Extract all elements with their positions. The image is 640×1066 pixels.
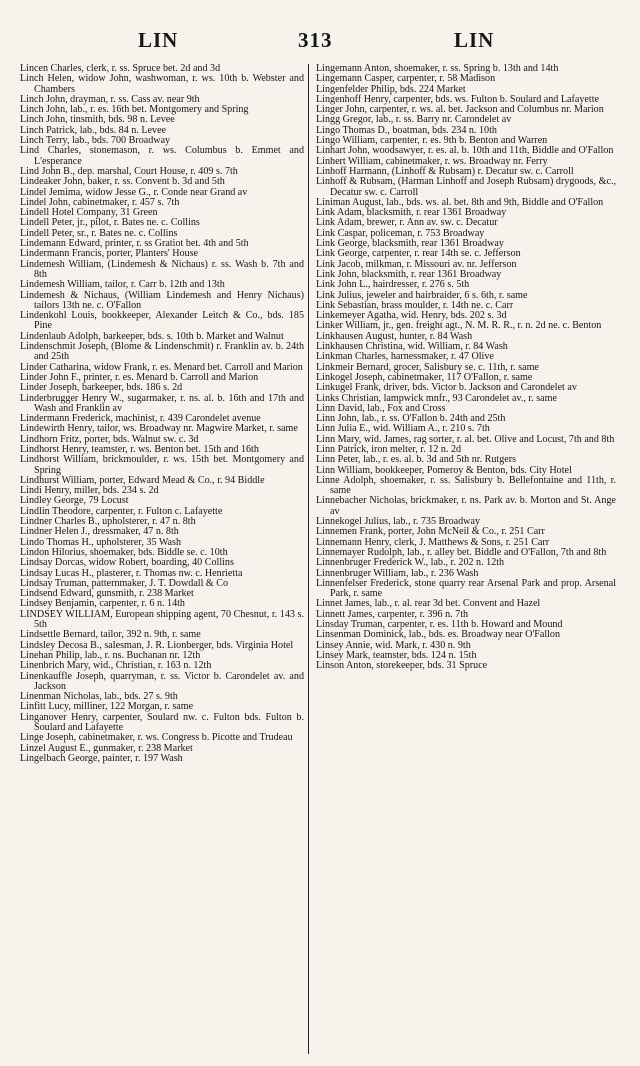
directory-entry: Linkemeyer Agatha, wid. Henry, bds. 202 s. 3d — [316, 310, 507, 322]
directory-entry: Link Sebastian, brass moulder, r. 14th ne. c. Carr — [316, 299, 514, 311]
directory-entry: Linnet James, lab., r. al. rear 3d bet. Convent and Hazel — [316, 598, 541, 610]
directory-entry: Lindhurst William, porter, Edward Mead & Co., r. 94 Biddle — [20, 474, 265, 486]
directory-entry: Linch Terry, lab., bds. 700 Broadway — [20, 135, 171, 147]
directory-entry: Linch Helen, widow John, washwoman, r. ws. 10th b. Webster and Chambers — [20, 73, 304, 95]
directory-entry: Lindell Hotel Company, 31 Green — [20, 207, 158, 219]
directory-entry: Linnenfelser Frederick, stone quarry rear Arsenal Park and prop. Arsenal Park, r. same — [316, 577, 616, 600]
right-column — [316, 64, 616, 1054]
directory-entry: Linehan Philip, lab., r. ns. Buchanan nr. 12th — [20, 649, 201, 661]
directory-entry: Linkugel Frank, driver, bds. Victor b. Jackson and Carondelet av — [316, 382, 577, 394]
directory-entry: Linganover Henry, carpenter, Soulard nw. c. Fulton bds. Fulton b. Soulard and Lafayette — [20, 711, 304, 733]
directory-entry: Lindsay Truman, patternmaker, J. T. Dowdall & Co — [20, 577, 229, 589]
directory-entry: Lindo Thomas H., upholsterer, 35 Wash — [20, 536, 182, 548]
directory-entry: Lindemann Edward, printer, r. ss Gratiot bet. 4th and 5th — [20, 238, 249, 250]
directory-entry: Lingo Thomas D., boatman, bds. 234 n. 10th — [316, 124, 497, 136]
directory-entry: Lindsey Benjamin, carpenter, r. 6 n. 14th — [20, 598, 185, 610]
directory-entry: Linger John, carpenter, r. ws. al. bet. Jackson and Columbus nr. Marion — [316, 104, 604, 116]
directory-entry: Linson Anton, storekeeper, bds. 31 Spruce — [316, 660, 488, 672]
directory-entry: Lindsettle Bernard, tailor, 392 n. 9th, r. same — [20, 629, 201, 641]
directory-entry: Linnebacher Nicholas, brickmaker, r. ns. Park av. b. Morton and St. Ange av — [316, 495, 616, 517]
directory-entry: Linhoff Harmann, (Linhoff & Rubsam) r. Decatur sw. c. Carroll — [316, 165, 574, 177]
directory-entry: Lindeaker John, baker, r. ss. Convent b. 3d and 5th — [20, 176, 225, 188]
directory-entry: Linker William, jr., gen. freight agt., N. M. R. R., r. n. 2d ne. c. Benton — [316, 320, 602, 332]
directory-entry: Liniman August, lab., bds. ws. al. bet. 8th and 9th, Biddle and O'Fallon — [316, 196, 604, 208]
directory-entry: Linkmeir Bernard, grocer, Salisbury se. c. 11th, r. same — [316, 361, 539, 373]
directory-entry: Lindlin Theodore, carpenter, r. Fulton c. Lafayette — [20, 505, 223, 517]
directory-entry: Lindsley Decosa B., salesman, J. R. Lionberger, bds. Virginia Hotel — [20, 639, 294, 651]
directory-entry: Link George, carpenter, r. rear 14th se. c. Jefferson — [316, 248, 521, 260]
directory-entry: Linder John F., printer, r. es. Menard b. Carroll and Marion — [20, 371, 259, 383]
directory-entry: Link George, blacksmith, rear 1361 Broadway — [316, 238, 504, 250]
directory-entry: Linzel August E., gunmaker, r. 238 Market — [20, 742, 193, 754]
directory-entry: Lingg Gregor, lab., r. ss. Barry nr. Carondelet av — [316, 114, 512, 126]
directory-entry: Linn Peter, lab., r. es. al. b. 3d and 5th nr. Rutgers — [316, 454, 517, 466]
directory-entry: Lind Charles, stonemason, r. ws. Columbus b. Emmet and L'esperance — [20, 145, 304, 167]
directory-entry: Linkhausen August, hunter, r. 84 Wash — [316, 330, 473, 342]
directory-entry: Linnenbruger William, lab., r. 236 Wash — [316, 567, 479, 579]
directory-entry: Linhoff & Rubsam, (Harman Linhoff and Joseph Rubsam) drygoods, &c., Decatur sw. c. Carroll — [316, 176, 616, 198]
directory-entry: Lindsay Lucas H., plasterer, r. Thomas nw. c. Henrietta — [20, 567, 243, 579]
directory-entry: Linsday Truman, carpenter, r. es. 11th b. Howard and Mound — [316, 619, 563, 631]
directory-entry: Lindemesh William, tailor, r. Carr b. 12th and 13th — [20, 279, 225, 291]
directory-entry: Linnemayer Rudolph, lab., r. alley bet. Biddle and O'Fallon, 7th and 8th — [316, 546, 607, 558]
directory-entry: LINDSEY WILLIAM, European shipping agent, 70 Chesnut, r. 143 s. 5th — [20, 608, 304, 631]
directory-entry: Lindemesh & Nichaus, (William Lindemesh and Henry Nichaus) tailors 13th ne. c. O'Fallon — [20, 289, 304, 311]
directory-entry: Linfitt Lucy, milliner, 122 Morgan, r. same — [20, 701, 194, 713]
directory-entry: Lindermann Francis, porter, Planters' House — [20, 248, 199, 260]
directory-entry: Link Adam, brewer, r. Ann av. sw. c. Decatur — [316, 217, 498, 229]
directory-entry: Lindner Charles B., upholsterer, r. 47 n. 8th — [20, 516, 196, 528]
directory-entry: Linkhausen Christina, wid. William, r. 84 Wash — [316, 341, 508, 353]
directory-entry: Linn William, bookkeeper, Pomeroy & Benton, bds. City Hotel — [316, 464, 572, 476]
directory-entry: Linch John, tinsmith, bds. 98 n. Levee — [20, 114, 175, 126]
directory-entry: Lingo William, carpenter, r. es. 9th b. Benton and Warren — [316, 135, 548, 147]
directory-entry: Linenkauffle Joseph, quarryman, r. ss. Victor b. Carondelet av. and Jackson — [20, 670, 304, 692]
directory-entry: Lingelbach George, painter, r. 197 Wash — [20, 752, 183, 764]
directory-entry: Lindsay Dorcas, widow Robert, boarding, 40 Collins — [20, 557, 234, 569]
directory-entry: Lindenkohl Louis, bookkeeper, Alexander Leitch & Co., bds. 185 Pine — [20, 310, 304, 332]
directory-entry: Lingemann Casper, carpenter, r. 58 Madison — [316, 73, 496, 85]
header-left-keyword: LIN — [138, 28, 179, 52]
directory-entry: Lindemesh William, (Lindemesh & Nichaus) r. ss. Wash b. 7th and 8th — [20, 258, 304, 280]
directory-entry: Linch John, lab., r. es. 16th bet. Montgomery and Spring — [20, 104, 249, 116]
directory-entry: Linnemann Henry, clerk, J. Matthews & Sons, r. 251 Carr — [316, 536, 550, 548]
directory-entry: Linder Joseph, barkeeper, bds. 186 s. 2d — [20, 382, 183, 394]
directory-entry: Linhert William, cabinetmaker, r. ws. Broadway nr. Ferry — [316, 155, 548, 167]
directory-entry: Lindley George, 79 Locust — [20, 495, 129, 507]
directory-entry: Linnekogel Julius, lab., r. 735 Broadway — [316, 516, 480, 528]
directory-entry: Lindi Henry, miller, bds. 234 s. 2d — [20, 485, 159, 497]
directory-entry: Lindenschmit Joseph, (Blome & Lindenschmit) r. Franklin av. b. 24th and 25th — [20, 341, 304, 363]
directory-entry: Linderbrugger Henry W., sugarmaker, r. ns. al. b. 16th and 17th and Wash and Franklin av — [20, 392, 304, 414]
directory-entry: Lindel John, cabinetmaker, r. 457 s. 7th — [20, 196, 180, 208]
directory-entry: Lindsend Edward, gunsmith, r. 238 Market — [20, 588, 194, 600]
directory-entry: Linne Adolph, shoemaker, r. ss. Salisbury b. Bellefontaine and 11th, r. same — [316, 474, 616, 497]
directory-entry: Link Caspar, policeman, r. 753 Broadway — [316, 227, 485, 239]
directory-entry: Lindel Jemima, widow Jesse G., r. Conde near Grand av — [20, 186, 248, 198]
directory-entry: Link Jacob, milkman, r. Missouri av. nr. Jefferson — [316, 258, 517, 270]
directory-entry: Linder Catharina, widow Frank, r. es. Menard bet. Carroll and Marion — [20, 361, 303, 373]
directory-entry: Linnenbruger Frederick W., lab., r. 202 n. 12th — [316, 557, 505, 569]
page-header — [0, 28, 640, 58]
directory-entry: Lindenlaub Adolph, barkeeper, bds. s. 10th b. Market and Walnut — [20, 330, 284, 342]
directory-entry: Lindermann Frederick, machinist, r. 439 Carondelet avenue — [20, 413, 261, 425]
directory-entry: Linch Patrick, lab., bds. 84 n. Levee — [20, 124, 167, 136]
directory-entry: Lind John B., dep. marshal, Court House, r. 409 s. 7th — [20, 165, 238, 177]
directory-entry: Link Adam, blacksmith, r. rear 1361 Broadway — [316, 207, 507, 219]
directory-entry: Linch John, drayman, r. ss. Cass av. near 9th — [20, 93, 200, 105]
directory-entry: Lindon Hilorius, shoemaker, bds. Biddle se. c. 10th — [20, 546, 228, 558]
directory-entry: Lincen Charles, clerk, r. ss. Spruce bet. 2d and 3d — [20, 64, 221, 74]
directory-entry: Linn John, lab., r. ss. O'Fallon b. 24th and 25th — [316, 413, 506, 425]
directory-entry: Lingemann Anton, shoemaker, r. ss. Spring b. 13th and 14th — [316, 64, 559, 74]
directory-entry: Lindner Helen J., dressmaker, 47 n. 8th — [20, 526, 179, 538]
directory-entry: Linsey Mark, teamster, bds. 124 n. 15th — [316, 649, 477, 661]
header-right-keyword: LIN — [454, 28, 495, 52]
directory-entry: Linkogel Joseph, cabinetmaker, 117 O'Fallon, r. same — [316, 371, 533, 383]
directory-entry: Linn Julia E., wid. William A., r. 210 s. 7th — [316, 423, 490, 435]
directory-entry: Lindell Peter, jr., pilot, r. Bates ne. c. Collins — [20, 217, 200, 229]
directory-entry: Linenman Nicholas, lab., bds. 27 s. 9th — [20, 691, 178, 703]
directory-entry: Linsenman Dominick, lab., bds. es. Broadway near O'Fallon — [316, 629, 561, 641]
page-number: 313 — [298, 28, 333, 52]
directory-entry: Linkman Charles, harnessmaker, r. 47 Olive — [316, 351, 494, 363]
directory-entry: Lindhorn Fritz, porter, bds. Walnut sw. c. 3d — [20, 433, 199, 445]
directory-entry: Link Julius, jeweler and hairbraider, 6 s. 6th, r. same — [316, 289, 528, 301]
directory-entry: Linn David, lab., Fox and Cross — [316, 402, 446, 414]
directory-entry: Linenbrich Mary, wid., Christian, r. 163 n. 12th — [20, 660, 212, 672]
directory-entry: Lindhorst William, brickmoulder, r. ws. 15th bet. Montgomery and Spring — [20, 454, 304, 476]
left-column — [20, 64, 304, 1054]
directory-entry: Lingenhoff Henry, carpenter, bds. ws. Fulton b. Soulard and Lafayette — [316, 93, 599, 105]
directory-entry: Linsey Annie, wid. Mark, r. 430 n. 9th — [316, 639, 471, 651]
directory-entry: Linhart John, woodsawyer, r. es. al. b. 10th and 11th, Biddle and O'Fallon — [316, 145, 614, 157]
directory-entry: Link John L., hairdresser, r. 276 s. 5th — [316, 279, 470, 291]
column-divider — [308, 64, 309, 1054]
directory-entry: Links Christian, lampwick mnfr., 93 Carondelet av., r. same — [316, 392, 557, 404]
directory-entry: Linnett James, carpenter, r. 396 n. 7th — [316, 608, 469, 620]
directory-entry: Lindhorst Henry, teamster, r. ws. Benton bet. 15th and 16th — [20, 443, 259, 455]
directory-entry: Lingenfelder Philip, bds. 224 Market — [316, 83, 466, 95]
directory-entry: Linge Joseph, cabinetmaker, r. ws. Congress b. Picotte and Trudeau — [20, 732, 293, 744]
directory-entry: Lindell Peter, sr., r. Bates ne. c. Collins — [20, 227, 178, 239]
directory-entry: Linn Mary, wid. James, rag sorter, r. al. bet. Olive and Locust, 7th and 8th — [316, 433, 615, 445]
directory-entry: Linnemen Frank, porter, John McNeil & Co., r. 251 Carr — [316, 526, 545, 538]
directory-entry: Linn Patrick, iron melter, r. 12 n. 2d — [316, 443, 462, 455]
directory-entry: Lindewirth Henry, tailor, ws. Broadway nr. Magwire Market, r. same — [20, 423, 298, 435]
directory-entry: Link John, blacksmith, r. rear 1361 Broadway — [316, 268, 502, 280]
